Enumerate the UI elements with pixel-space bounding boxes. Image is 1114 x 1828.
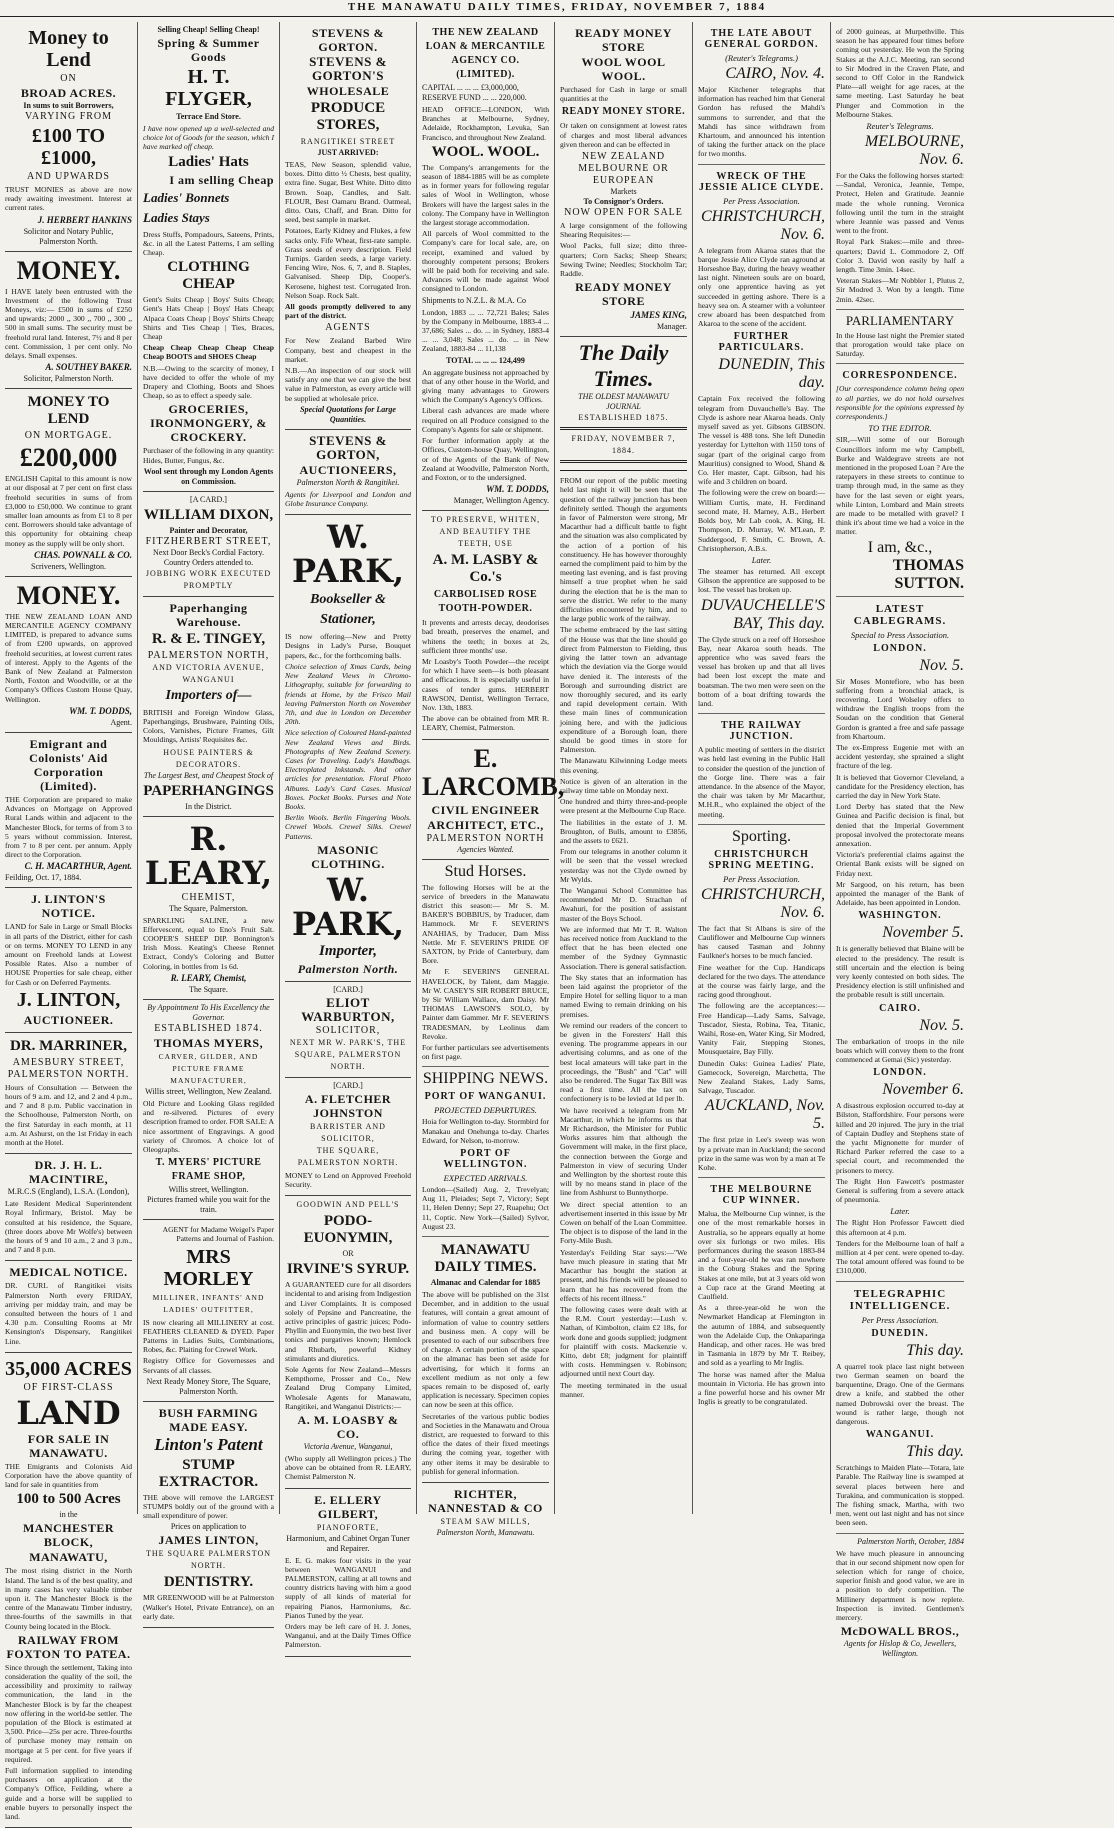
ad-larcomb: E. LARCOMB, CIVIL ENGINEER ARCHITECT, ETC., PALMERSTON NORTH Agencies Wanted. bbox=[422, 740, 549, 860]
ad-title: H. T. FLYGER, bbox=[165, 66, 252, 110]
article-railway-junction: THE RAILWAY JUNCTION. A public meeting of settlers in the district was held last evening in the Public Hall to consider the question of the junction of the Gorge line. There was a fair attendance. In the absence of the Mayor, the chair was taken by Mr Macarthur, M.H.R., who explained the object of the meeting. bbox=[698, 714, 825, 825]
ad-title: J. LINTON'S NOTICE. bbox=[31, 892, 106, 921]
ad-title: Linton's Patent bbox=[154, 1434, 263, 1454]
double-rule bbox=[560, 427, 687, 430]
ad-stevens-gorton-auctioneers: STEVENS & GORTON, AUCTIONEERS, Palmerston North & Rangitikei. Agents for Liverpool and London and Globe Insurance Company. bbox=[285, 430, 411, 515]
ad-flyger: Selling Cheap! Selling Cheap! Spring & Summer Goods H. T. FLYGER, Terrace End Store. I have now opened up a well-selected and choice lot of Goods for the season, which I have marked off cheap. Ladies' Hats I am selling Cheap Ladies' Bonnets Ladies Stays Dress Stuffs, Pompadours, Sateens, Prints, &c. in all the Latest Patterns, I am selling Cheap. CLOTHING CHEAP Gent's Suits Cheap | Boys' Suits Cheap; Gent's Hats Cheap | Boys' Hats Cheap; Alpaca Coats Cheap | Boys' Shirts Cheap; Shirts and Ties Cheap | Ties, Braces, Cheap Cheap Cheap Cheap Cheap Cheap Cheap BOOTS and SHOES Cheap N.B.—Owing to the scarcity of money, I have decided to offer the whole of my Drapery and Clothing, Boots and Shoes Cheap, so as to effect a speedy sale. GROCERIES, IRONMONGERY, & CROCKERY. Purchaser of the following in any quantity: Hides, Butter, Fungus, &c. Wool sent through my London Agents on Commission. bbox=[143, 22, 274, 492]
article-stud-horses: Stud Horses. The following Horses will be at the service of breeders in the Manawatu district this season:— Mr S. M. BAKER'S BOBBIUS, by Traducer, dam Hammock. Mr F. SEVERIN'S ANAHIAS, by Traducer, Dam Miss Nettle. Mr F. SEVERIN'S PRIDE OF SAXTON, by Pride of Canterbury, dam Bore. Mr F. SEVERIN'S GENERAL HAVELOCK, by Talent, dam Maggie. Mr W. CASEY'S SIR ROBERT BRUCE, by Sir William Wallace, dam Daisy. Mr THOMAS LAWSON'S SOLO, by Painter dam Gammer. Mr F. SEVERIN'S TRADESMAN, by Leolinus dam Revoke. For further particulars see advertisements on first page. bbox=[422, 860, 549, 1068]
article-heading: LATEST CABLEGRAMS. bbox=[853, 602, 947, 627]
article-telegraphic: TELEGRAPHIC INTELLIGENCE. Per Press Association. DUNEDIN. This day. A quarrel took place last night between two German seamen on board the barquentine, Drago. One of the Germans drew a knife, and stabbed the other named Dobrowski over the breast. The wound is rather large, though not dangerous. WANGANUI. This day. Scratchings to Maiden Plate—Totara, late Parable. The Railway line is swamped at several places between here and Turakina, and communication is stopped. The fishing smack, Martha, with two men, went out last night and has not since been seen. bbox=[836, 1282, 964, 1534]
ad-ready-money-store: READY MONEY STORE WOOL WOOL WOOL. Purchased for Cash in large or small quantities at the READY MONEY STORE. Or taken on consignment at lowest rates of charges and most liberal advances given thereon and can be effected in NEW ZEALAND MELBOURNE OR EUROPEAN Markets To Consignor's Orders. NOW OPEN FOR SALE A large consignment of the following Shearing Requisites:— Wool Packs, full size; ditto three-quarters; Corn Sacks; Sheep Shears; Sewing Twine; Needles; Stockholm Tar; Raddle. READY MONEY STORE JAMES KING, Manager. bbox=[560, 22, 687, 337]
article-melbourne-cup: THE MELBOURNE CUP WINNER. Malua, the Melbourne Cup winner, is the one of the most remarkable horses in Australia, so he appears equally at home over six furlongs or two miles. His performances during the season 1883-84 and a four-year-old he was ran nowhere in the Coburg Stakes and the Spring Stakes at one mile, but at 3 years old won a Cup race at the Grand Meeting at Caulfield. As a three-year-old he won the Newmarket Handicap at Flemington in the autumn of 1884, and subsequently won the Adelaide Cup, the Onkaparinga Handicap, and other races. He was bred in Tasmania in 1879 by Mr T. Reibey, and sold as a yearling to Mr Inglis. The horse was named after the Malua mountain in Victoria. He has grown into a fine powerful horse and his owner Mr Inglis is greatly to be congratulated. bbox=[698, 1184, 825, 1407]
ad-fletcher-johnston: [CARD.] A. FLETCHER JOHNSTON BARRISTER AND SOLICITOR, THE SQUARE, PALMERSTON NORTH. MONEY to Lend on Approved Freehold Security. bbox=[285, 1078, 411, 1196]
ad-title: WILLIAM DIXON, bbox=[143, 506, 274, 523]
ad-title: MRS MORLEY bbox=[163, 1245, 254, 1290]
article-heading: SHIPPING NEWS. bbox=[422, 1070, 549, 1088]
newspaper-nameplate: The Daily Times. THE OLDEST MANAWATU JOURNAL ESTABLISHED 1875. FRIDAY, NOVEMBER 7, 1884. bbox=[560, 337, 687, 471]
ad-title: PODO-EUONYMIN, bbox=[303, 1213, 393, 1247]
ad-title: McDOWALL BROS., bbox=[840, 1624, 960, 1639]
article-heading: THE MELBOURNE CUP WINNER. bbox=[710, 1184, 813, 1207]
article-melbourne-races: of 2000 guineas, at Murpethville. This season he has appeared four times before coming out yesterday. He won the Spring Stakes at the A.J.C. Meeting, ran second to Sir Modred in the Craven Plate, and second to Off Color in the Randwick Plate—all weight for age races, at the same meeting. Last Saturday he beat Plunger and Commotion in the Melbourne Stakes. Reuter's Telegrams. MELBOURNE, Nov. 6. For the Oaks the following horses started:—Sandal, Veronica, Jeannie, Tempe, Protect, Helen and Gratitude. Jeannie made the whole running. Veronica following until the turn in the straight where Jeannie was passed and Venus went to the front. Royal Park Stakes:—mile and three-quarters; David L. Commodore 2, Off Color 3. David won easily by half a length. Time 3min. 14sec. Veteran Stakes—Mr Nobbler 1, Plutus 2, Sir Modred 3. Won by a length. Time 2min. 42sec. bbox=[836, 22, 964, 310]
ad-money-broad-acres: Money to Lend ON BROAD ACRES. In sums to suit Borrowers, VARYING FROM £100 TO £1000, AND UPWARDS TRUST MONIES as above are now ready awaiting investment. Interest at current rates. J. HERBERT HANKINS Solicitor and Notary Public, Palmerston North. bbox=[5, 22, 132, 252]
ad-title: E. ELLERY GILBERT, bbox=[314, 1492, 382, 1521]
ad-title: MEDICAL NOTICE. bbox=[9, 1265, 128, 1280]
article-editorial: FROM our report of the public meeting held last night it will be seen that the question of the railway junction has been definitely settled. Though the arguments in favor of Palmerston were strong, Mr Macarthur had a difficult battle to fight and the situation was also complicated by the action of a portion of his constituency. He has however thoroughly earned the compliment paid to him by the meeting last evening, and is fast proving himself a true prophet when he said during the election that he is the man to serve the district. We refer to the many difficulties encountered by him, and to the large public work of the railway. The scheme embraced by the last sitting of the House was that the line should go direct from Palmerston to Fielding, thus giving the latter town an advantage which the deviation via the Gorge would have denied it. The interests of the Borough and surrounding district are now thoroughly secured, and its early and rapid development certain. With these main lines of communication joining here, and with the judicious expenditure of a Borough loan, there should be good times in store for Palmerston. The Manawatu Kilwinning Lodge meets this evening. Notice is given of an alteration in the railway time table on Monday next. One hundred and thirty three-and-people were present at the Melbourne Cup Race. The liabilities in the estate of J. M. Broughton, of Bulls, amount to £3856, and the assets to £621. From our telegrams in another column it will be seen that the vessel wrecked yesterday was not the Clyde owned by Mr Wylds. The Wanganui School Committee has recommended Mr D. Strachan of Awahuri, for the position of assistant master of the Boys School. We are informed that Mr T. R. Walton has received notice from Auckland to the effect that he has been elected one member of the Sydney Gymnastic Association. There is general satisfaction. The Sky states that an information has been laid against the proprietor of the Empire Hotel for selling liquor to a man named Ewing to remain drinking on his premises. We remind our readers of the concert to be given in the Foresters' Hall this evening. The programme appears in our advertising columns, and as one of the best local amateurs will take part in the proceedings, the "Bush" and "Cat" will also be rendered. The Sugar Tax Bill was read a first time. All the tax on confectionery is to be levied at 1d per lb. We have received a telegram from Mr Macarthur, in which he informs us that Mr Richardson, the Minister for Public Works assures him that although the Government will make, in the first place, the connection between the Gorge and Palmerston in view of securing Under and Wellington by the shortest route this will by no means stand in place of the line from Ashhurst to Bunnythorpe. We direct special attention to an advertisement inserted in this issue by Mr Cowen on behalf of the Loan Committee. The object is to dispose of the land in the Forty-Mile Bush. Yesterday's Feilding Star says:—"We have much pleasure in stating that Mr Macarthur has bought the station at present, and his friends will be pleased to learn that he has recovered from the effects of his recent illness." The following cases were dealt with at the R.M. Court yesterday:—Lush v. Nathan, of Kimbolton, claim £2 18s, for work done and goods supplied; judgment for plaintiff with costs. Mackenzie v. Kitto, debt £8; judgment for plaintiff with costs. Hemmingsen v. Robinson; adjourned until next Court day. The meeting terminated in the usual manner. bbox=[560, 476, 687, 1399]
article-shipping-news: SHIPPING NEWS. PORT OF WANGANUI. PROJECTED DEPARTURES. Hoia for Wellington to-day. Stormbird for Manakau and Onehunga to-day. Charles Edward, for Nelson, to-morrow. PORT OF WELLINGTON. EXPECTED ARRIVALS. London—(Sailed) Aug. 2, Trevelyan; Aug 11, Pleiades; Sept 7, Victory; Sept 11, Helen Denny; Sept 27, Ruapehu; Oct 11, Coptic. New York—(Sailed) Sylvor, August 23. bbox=[422, 1067, 549, 1237]
ad-title: DR. J. H. L. MACINTIRE, bbox=[28, 1158, 109, 1187]
ad-title: W. PARK, bbox=[291, 518, 405, 591]
ad-linton-notice: J. LINTON'S NOTICE. LAND for Sale in Large or Small Blocks in all parts of the District, either for cash or on terms. MONEY TO LEND in any amount on Freehold lands at Lowest Possible Rates. Also a number of HOUSE Properties for sale cheap, either for Cash or on Deferred Payments. J. LINTON, AUCTIONEER. bbox=[5, 888, 132, 1032]
ad-medical-notice: MEDICAL NOTICE. DR. CURL of Rangitikei visits Palmerston North every FRIDAY, arriving per midday train, and may be consulted between the hours of 1 and 4.30 p.m. Consulting Rooms at Mr Kensington's Dispensary, Rangitikei Line. bbox=[5, 1261, 132, 1352]
article-sporting: Sporting. CHRISTCHURCH SPRING MEETING. Per Press Association. CHRISTCHURCH, Nov. 6. The fact that St Albans is sire of the Cauliflower and Melbourne Cup winners has caused Tasman and Johnny Faulkner's horses to be much fancied. Fine weather for the Cup. Handicaps declared for the two days. The attendance at the course was fairly large, and the racing good throughout. The following are the acceptances:— Free Handicap—Lady Sams, Salvage, Tuscador, Siesta, Robina, Tea, Titanic, Waihi, Rose-en, Water King, Sir Modred, Vanity Fair, Stepping Stones, Mousquetaire, Bay Filly. Dunedin Oaks: Guinea Ladies' Plate, Gamecock, Sovereign, Marchetta, The New Zealand Stakes, Lady Sams, Salvage, Tuscador. AUCKLAND, Nov. 5. The first prize in Lee's sweep was won by a private man in Auckland; the second prize in the same was won by a man at Te Kohe. bbox=[698, 825, 825, 1178]
ad-title: DR. MARRINER, bbox=[9, 1037, 128, 1054]
ad-leary-chemist: R. LEARY, CHEMIST, The Square, Palmerston. SPARKLING SALINE, a new Effervescent, equal to Eno's Fruit Salt. COOPER'S SHEEP DIP. Bonnington's Irish Moss. Keating's Cheese Rennet Extract, Condy's Coloring and Butter Coloring, in bottles from 1s 6d. R. LEARY, Chemist, The Square. bbox=[143, 817, 274, 1000]
masthead: THE MANAWATU DAILY TIMES, FRIDAY, NOVEMBER 7, 1884 bbox=[0, 0, 1114, 17]
ad-mrs-morley: AGENT for Madame Weigel's Paper Patterns and Journal of Fashion. MRS MORLEY MILLINER, INFANTS' AND LADIES' OUTFITTER, IS now clearing all MILLINERY at cost. FEATHERS CLEANED & DYED. Paper Patterns in Ladies Suits, Combinations, Robes, &c. Plaiting for Crewel Work. Registry Office for Governesses and Servants of all classes. Next Ready Money Store, The Square, Palmerston North. bbox=[143, 1220, 274, 1402]
ad-title: A. FLETCHER JOHNSTON bbox=[304, 1091, 392, 1120]
ad-dr-marriner: DR. MARRINER, AMESBURY STREET, PALMERSTON NORTH. Hours of Consultation — Between the hours of 9 a.m. and 12, and 2 and 4 p.m., and 7 and 8 p.m. Public vaccination in the Schoolhouse, Palmerston North, on the first Saturday in each month, at 11 a.m. At Ashurst, on the 1st Friday in each month at the Hotel. bbox=[5, 1033, 132, 1154]
ad-title: MANAWATU DAILY TIMES. bbox=[434, 1242, 537, 1276]
column-1 bbox=[0, 22, 138, 1822]
ad-ellery-gilbert: E. ELLERY GILBERT, PIANOFORTE, Harmonium, and Cabinet Organ Tuner and Repairer. E. E. G. makes four visits in the year between WANGANUI and PALMERSTON, calling at all towns and country districts having with him a good supply of all kinds of material for repairing Pianos, Harmoniums, &c. Pianos Tuned by the year. Orders may be left care of H. J. Jones, Wanganui, and at the Daily Times Office Palmerston. bbox=[285, 1489, 411, 1657]
article-heading: WRECK OF THE JESSIE ALICE CLYDE. bbox=[698, 170, 825, 193]
column-4 bbox=[417, 22, 565, 1538]
ad-thomas-myers: By Appointment To His Excellency the Governor. ESTABLISHED 1874. THOMAS MYERS, CARVER, GILDER, AND PICTURE FRAME MANUFACTURER, Willis street, Wellington, New Zealand. Old Picture and Looking Glass regilded and re-silvered. Pictures of every description framed to order. FOR SALE: A nice assortment of Engravings. A good variety of Chromos. A choice lot of Oleographs. T. MYERS' PICTURE FRAME SHOP, Willis street, Wellington. Pictures framed while you wait for the train. bbox=[143, 1000, 274, 1220]
ad-35000-acres: 35,000 ACRES OF FIRST-CLASS LAND FOR SALE IN MANAWATU. THE Emigrants and Colonists Aid Corporation have the above quantity of land for sale in quantities from 100 to 500 Acres in the MANCHESTER BLOCK, MANAWATU, The most rising district in the North Island. The land is of the best quality, and in many cases has very valuable timber upon it. The Manchester Block is the centre of the Manawatu Timber industry, three-fourths of the sawmills in that County being located in the Block. RAILWAY FROM FOXTON TO PATEA. Since through the settlement, Taking into consideration the quality of the soil, the accessibility and proximity to railway communication, the land in the Manchester Block is by far the cheapest now offering in the world-be settler. The population of the Block is estimated at 3,500. Price—25s per acre. Three-fourths of purchase money may remain on mortgage at 5 per cent. for five years if required. Full information supplied to intending purchasers on application at the Company's Office, Feilding, where a guide and a horse will be supplied to enable buyers to personally inspect the land. bbox=[5, 1353, 132, 1828]
ad-title: STEVENS & GORTON, bbox=[309, 432, 387, 462]
ad-money-nz-loan: MONEY. THE NEW ZEALAND LOAN AND MERCANTILE AGENCY COMPANY LIMITED, is prepared to advance sums of from £200 upwards, on approved freehold securities, at lowest current rates of interest. Apply to the Agents of the Bank of New Zealand at Palmerston North, Foxton and Woodville, or at the Company's Offices Custom House Quay, Wellington. WM. T. DODDS, Agent. bbox=[5, 577, 132, 733]
article-heading: Sporting. bbox=[731, 827, 792, 845]
paper-title: The Daily Times. bbox=[578, 340, 669, 392]
ad-title: E. LARCOMB, bbox=[422, 743, 565, 801]
ad-almanac: MANAWATU DAILY TIMES. Almanac and Calendar for 1885 The above will be published on the 31st December, and in addition to the usual features, will contain a great amount of information of value to country settlers and business men. A copy will be presented to each of our subscribers free of charge. A certain portion of the space on the almanac has been set aside for advertising, for which it forms an excellent medium as not only a few spaces remain to be disposed of, early application is necessary. Specimen copies can now be seen at this office. Secretaries of the various public bodies and Societies in the Manawatu and Oroua district, are requested to forward to this office the dates of their fixed meetings during the coming year, together with any other items it may be desirable to publish for general information. bbox=[422, 1237, 549, 1483]
ad-irvines-syrup: GOODWIN AND PELL'S PODO-EUONYMIN, OR IRVINE'S SYRUP. A GUARANTEED cure for all disorders incidental to and arising from Indigestion and Liver Complaints. It is composed solely of Pepsine and Pancreatine, the active principles of gastric juices; Podo-Phyllin and Euonymin, the two best liver tonics and purgatives known; Hemlock and Rhubarb, powerful Kidney stimulants and diuretics. Sole Agents for New Zealand—Messrs Kempthorne, Prosser and Co., New Zealand Drug Company Limited, Wholesale Agents for Manawatu, Rangitikei, and Wanganui Districts:— A. M. LOASBY & CO. Victoria Avenue, Wanganui, (Who supply all Wellington prices.) The above can be obtained from R. LEARY, Chemist Palmerston N. bbox=[285, 1196, 411, 1488]
ad-title: THOMAS MYERS, bbox=[153, 1035, 264, 1050]
article-heading: THE RAILWAY JUNCTION. bbox=[720, 720, 803, 743]
double-rule bbox=[560, 460, 687, 463]
ad-money-baker: MONEY. I HAVE lately been entrusted with the Investment of the following Trust Moneys, viz:— £500 in sums of £250 and upwards; 2000 ,, 300 ,, 700 ,, 300 ,, 500 in small sums. The security must be freehold rural land. Interest, 7½ and 8 per cent. Commission, 1 per cent only. No delays. Small expenses. A. SOUTHEY BAKER. Solicitor, Palmerston North. bbox=[5, 252, 132, 390]
ad-title: 35,000 ACRES bbox=[5, 1357, 132, 1380]
ad-title: RICHTER, NANNESTAD & CO bbox=[428, 1487, 543, 1516]
article-wreck: WRECK OF THE JESSIE ALICE CLYDE. Per Press Association. CHRISTCHURCH, Nov. 6. A telegram from Akaroa states that the barque Jessie Alice Clyde ran aground at Horseshoe Bay, during the heavy weather last night. Nineteen souls are on board, only one apprentice having as yet succeeded in getting ashore. There is a heavy sea on. A steamer with a volunteer crew aboard has been despatched from Akaroa to the scene of the accident. FURTHER PARTICULARS. DUNEDIN, This day. Captain Fox received the following telegram from Duvauchelle's Bay. The Clyde is ashore near Akaroa heads. Only myself saved as yet. Gibsons GIBSON. The vessel is 488 tons. She left Dunedin yesterday for Lyttelton with 1150 tons of sugar (part of the original cargo from Mauritius) consigned to Wood, Shand & Co. Her master, Capt. Gibson, had his wife and 3 children on board. The following were the crew on board:— William Curtis, mate, H. Ferdinand second mate, H. Marney, A.B., Herbert Bolds boy, Mr Lab cook, A. King, H. Thompson, D. Murray, W. M'Lean, P. Suddergood, F. Smith, C. Brown, A. Christopherson, A.B.s. Later. The steamer has returned. All except Gibson the apprentice are supposed to be lost. The vessel has broken up. DUVAUCHELLE'S BAY, This day. The Clyde struck on a reef off Horseshoe Bay, near Akaroa south heads. The apprentice who was saved fears the vessel has broken up and that all lives had been lost except the mate and boatsman. The two men were seen on the bottom of a boat drifting towards the land. bbox=[698, 165, 825, 715]
article-correspondence: CORRESPONDENCE. [Our correspondence column being open to all parties, we do not hold ourselves responsible for the opinions expressed by correspondents.] TO THE EDITOR. SIR,—Will some of our Borough Councillors inform me why Campbell, Burke and Waldegrave streets are not mentioned in the proposed Loan ? Are the ratepayers in these streets to continue to tramp through mud, in the same as they have for the last seven or eight years, while Linton, Lombard and Main streets are made to be metalled with gravel? I think it's about time we had a voice in the matter. I am, &c., THOMAS SUTTON. bbox=[836, 364, 964, 596]
ad-emigrant-corporation: Emigrant and Colonists' Aid Corporation (Limited). THE Corporation are prepared to make Advances on Mortgage on Approved Rural Lands within and adjacent to the Manchester Block, for terms of from 3 to 5 years without commission. Interest, from 7 to 8 per cent. per annum. Apply direct to the Corporation. C. H. MACARTHUR, Agent. Feilding, Oct. 17, 1884. bbox=[5, 733, 132, 888]
ad-richter-nannestad: RICHTER, NANNESTAD & CO STEAM SAW MILLS, Palmerston North, Manawatu. bbox=[422, 1483, 549, 1542]
ad-title: THE NEW ZEALAND LOAN & MERCANTILE AGENCY CO. (LIMITED). bbox=[425, 27, 546, 80]
ad-title: Money to Lend bbox=[28, 27, 109, 71]
ad-title: ELIOT WARBURTON, bbox=[301, 994, 395, 1024]
ad-title: Emigrant and Colonists' Aid Corporation (Limited). bbox=[29, 736, 108, 793]
article-heading: Stud Horses. bbox=[444, 862, 527, 880]
article-heading: CORRESPONDENCE. bbox=[842, 370, 958, 382]
ad-money-mortgage: MONEY TO LEND ON MORTGAGE. £200,000 ENGLISH Capital to this amount is now at our disposal at 7 per cent on first class freehold securities in sums of from £3,000 to £50,000. We continue to grant smaller loan amounts as from £1 to 8 per cent. Borrowers should take advantage of this opportunity for obtaining cheap money as the supply will be only short. CHAS. POWNALL & CO. Scriveners, Wellington. bbox=[5, 389, 132, 577]
dateline: FRIDAY, NOVEMBER 7, 1884. bbox=[571, 434, 676, 456]
ad-tingey: Paperhanging Warehouse. R. & E. TINGEY, PALMERSTON NORTH, AND VICTORIA AVENUE, WANGANUI Importers of— BRITISH and Foreign Window Glass, Paperhangings, Brushware, Painting Oils, Colors, Varnishes, Picture Frames, Gilt Mouldings, Artists' Requisites &c. HOUSE PAINTERS & DECORATORS. The Largest Best, and Cheapest Stock of PAPERHANGINGS In the District. bbox=[143, 597, 274, 817]
ad-title: A. M. LASBY & Co.'s bbox=[432, 552, 539, 586]
ad-title: MONEY. bbox=[16, 580, 121, 610]
column-2 bbox=[138, 22, 280, 1621]
ad-eliot-warburton: [CARD.] ELIOT WARBURTON, SOLICITOR, NEXT MR W. PARK'S, THE SQUARE, PALMERSTON NORTH. bbox=[285, 982, 411, 1078]
ad-title: READY MONEY STORE bbox=[575, 26, 672, 54]
article-heading: PARLIAMENTARY bbox=[845, 312, 955, 328]
column-5 bbox=[555, 22, 693, 1514]
ad-title: MONEY TO LEND bbox=[27, 394, 110, 428]
article-heading: TELEGRAPHIC INTELLIGENCE. bbox=[849, 1287, 951, 1312]
article-latest-cablegrams: LATEST CABLEGRAMS. Special to Press Association. LONDON. Nov. 5. Sir Moses Montefiore, who has been suffering from a bronchial attack, is recovering. Lord Wolseley offers to withdraw the English troops from the Soudan on the condition that General Gordon is granted a free and safe passage from Khartoum. The ex-Empress Eugenie met with an accident yesterday, she sprained a slight fracture of the leg. It is believed that Governor Cleveland, a candidate for the Presidency election, has carried the day in New York State. Lord Derby has stated that the New Guinea and Pacific decision is final, but denied that the Imperial Government proposal involved the protectorate means annexation. Victoria's preferential claims against the Oriental Bank exists will be signed on Friday next. Mr Sargood, on his return, has been appointed the manager of the Bank of Adelaide, has been appointed in London. WASHINGTON. November 5. It is generally believed that Blaine will be elected to the presidency. The result is still uncertain and the election is being very keenly contested on both sides. The Presidency election is still unfinished and the probable result is still uncertain. CAIRO. Nov. 5. The embarkation of troops in the nile boats which will convey them to the front commenced at Gemai (Sic) yesterday. LONDON. November 6. A disastrous explosion occurred to-day at Bilston, Staffordshire. Four persons were killed and 20 injured. The jury in the trial of Captain Dudley and Stephens state of the yacht Mignonette for murder of Richard Parker referred the case to a special court, and recommended the prisoners to mercy. The Right Hon Fawcett's postmaster General is suffering from a severe attack of pneumonia. Later. The Right Hon Professor Fawcett died this afternoon at 4 p.m. Tenders for the Melbourne loan of half a million at 4 per cent. were opened to-day. The total amount offered was found to be £310,000. bbox=[836, 597, 964, 1282]
ad-tooth-powder: TO PRESERVE, WHITEN, AND BEAUTIFY THE TEETH, USE A. M. LASBY & Co.'s CARBOLISED ROSE TOOTH-POWDER. It prevents and arrests decay, deodorises bad breath, preserves the enamel, and whitens the teeth; in boxes at 2s, sufficient three months' use. Mr Loasby's Tooth Powder—the receipt for which I have seen—is both pleasant and efficacious. It is especially useful in cases of tender gums. HERBERT RAWSON, Dentist, Wellington Terrace, Nov. 13th, 1883. The above can be obtained from MR R. LEARY, Chemist, Palmerston. bbox=[422, 511, 549, 739]
ad-title: R. & E. TINGEY, bbox=[151, 630, 266, 647]
ad-title: MONEY. bbox=[16, 255, 121, 285]
column-6 bbox=[693, 22, 831, 1514]
ad-title: STEVENS & GORTON'S bbox=[309, 54, 387, 83]
article-gordon: THE LATE ABOUT GENERAL GORDON. (Reuter's Telegrams.) CAIRO, Nov. 4. Major Kitchener telegraphs that information has reached him that General Gordon has refused the Mahdi's summons to surrender, and that the Mahdi has since withdrawn from Khartoum, and announced his intention of taking the further attack on the place for two months. bbox=[698, 22, 825, 165]
column-3 bbox=[280, 22, 417, 1650]
ad-stevens-gorton-produce: STEVENS & GORTON. STEVENS & GORTON'S WHOLESALE PRODUCE STORES, RANGITIKEI STREET JUST ARRIVED: TEAS, New Season, splendid value, boxes. Ditto ditto ½ Chests, best quality, extra fine. Sugar, Best White. Ditto ditto Brown. Soap, Candles, and Salt. FLOUR, Best Oamaru Brand. Oatmeal, ditto. Oats, Chaff, and Bran. Ditto for seed, best sample in market. Potatoes, Early Kidney and Flukes, a few sacks only. Fife Wheat, first-rate sample. Grass seeds of every description. Field Turnips. Garden seeds, a large variety. Fencing Wire, Nos. 6, 7, and 8. Staples, Galvanised. Sheep Dip, Cooper's. Kerosene, highest test. Corrugated Iron. Nelson Soap. Rock Salt. All goods promptly delivered to any part of the district. AGENTS For New Zealand Barbed Wire Company, best and cheapest in the market. N.B.—An inspection of our stock will satisfy any one that we can give the best value in Palmerston, as every article will be supplied at wholesale price. Special Quotations for Large Quantities. bbox=[285, 22, 411, 430]
column-7 bbox=[831, 22, 1114, 1659]
ad-mcdowall-bros: Palmerston North, October, 1884 We have much pleasure in announcing that in our second shipment now open for selection which for range of choice, superior finish and good value, we are in a position to defy competition. The Millinery department is now replete. Inspection is invited. Gentlemen's mercery. McDOWALL BROS., Agents for Hislop & Co, Jewellers, Wellington. bbox=[836, 1536, 964, 1659]
ad-dr-macintire: DR. J. H. L. MACINTIRE, M.R.C.S (England), L.S.A. (London), Late Resident Medical Superintendent Royal Infirmary, Bristol. May be consulted at his residence, the Square, (three doors above Mr Wolfe's) between the hours of 9 and 10 a.m., 2 and 3 p.m., and 7 and 8 p.m. bbox=[5, 1154, 132, 1261]
article-heading: THE LATE ABOUT GENERAL GORDON. bbox=[704, 28, 819, 50]
ad-w-park-bookseller: W. PARK, Bookseller & Stationer, IS now offering—New and Pretty Designs in Lady's Purse, Bouquet papers, &c., for the forthcoming balls. Choice selection of Xmas Cards, being New Zealand Views in Chromo-Lithography, suitable for forwarding to friends at Home, by the Frisco Mail leaving Palmerston North on November 7th, and due in London on December 20th. Nice selection of Coloured Hand-painted New Zealand Views and Birds. Photographs of New Zealand Scenery. Cases for Traveling. Lady's Handbags. Electroplated Inkstands. And other articles for presentation. Floral Photo Albums. Lady's Card Cases. Musical Boxes. Pocket Books. Purses and Note Books. Berlin Wools. Berlin Fingering Wools. Crewel Wools. Crewel Silks. Crewel Patterns. MASONIC CLOTHING. W. PARK, Importer, Palmerston North. bbox=[285, 515, 411, 981]
ad-william-dixon: [A CARD.] WILLIAM DIXON, Painter and Decorator, FITZHERBERT STREET, Next Door Beck's Cordial Factory. Country Orders attended to. JOBBING WORK EXECUTED PROMPTLY bbox=[143, 492, 274, 597]
article-parliamentary: PARLIAMENTARY In the House last night the Premier stated that prorogation would take place on Saturday. bbox=[836, 310, 964, 365]
ad-nz-loan-mercantile: THE NEW ZEALAND LOAN & MERCANTILE AGENCY CO. (LIMITED). CAPITAL ... ... ... £3,000,000, RESERVE FUND ... ... 220,000. HEAD OFFICE—LONDON, With Branches at Melbourne, Sydney, Adelaide, Rockhampton, Levuka, San Francisco, and throughout New Zealand. WOOL. WOOL. The Company's arrangements for the season of 1884-1885 will be as complete as in former years for following regular sales of Wool in Wellington, whose Brokers will have the largest sales in the colony. The Company have in Wellington the largest storage accommodation. All parcels of Wool committed to the Company's care for local sale, are, on receipt, examined and valued by thoroughly competent persons; Brokers will be paid both for receiving and sale. Advances will be made against Wool consigned to London. Shipments to N.Z.L. & M.A. Co London, 1883 ... ... 72,721 Bales; Sales by the Company in Melbourne, 1883-4 ... 37,686; Sales ... do. ... in Sydney, 1883-4 ... ... 3,048; Sales ... do. ... in New Zealand, 1883-84 ... 11,138 TOTAL ... ... ... 124,499 An aggregate business not approached by that of any other house in the World, and giving many advantages to Growers which the Company's Agency's Offices. Liberal cash advances are made where required on all Produce consigned to the Company's Agents for sale or shipment. For further information apply at the Offices, Custom-house Quay, Wellington, or of the Agents of the Bank of New Zealand at Woodville, Palmerston North, and Foxton, or to the undersigned. WM. T. DODDS, Manager, Wellington Agency. bbox=[422, 22, 549, 511]
ad-stump-extractor: BUSH FARMING MADE EASY. Linton's Patent STUMP EXTRACTOR. THE above will remove the LARGEST STUMPS boldly out of the ground with a small expenditure of power. Prices on application to JAMES LINTON, THE SQUARE PALMERSTON NORTH. DENTISTRY. MR GREENWOOD will be at Palmerston (Walker's Hotel, Private Entrance), on an early date. bbox=[143, 1402, 274, 1628]
ad-title: R. LEARY, bbox=[144, 819, 273, 892]
